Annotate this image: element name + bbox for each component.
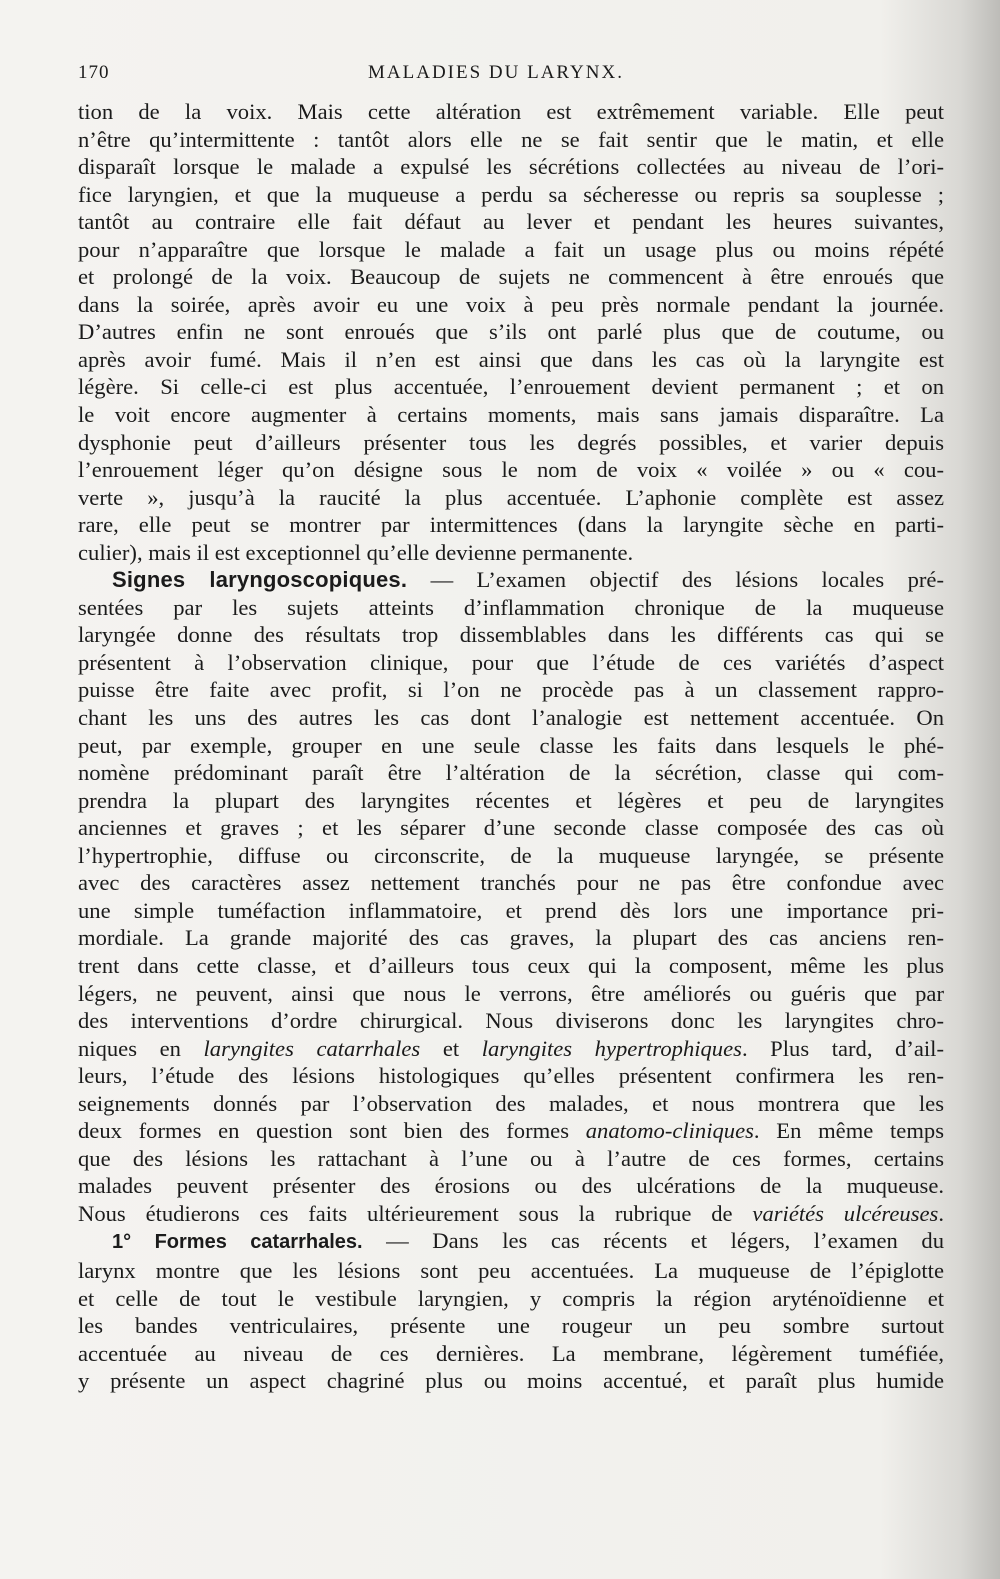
text-line: une simple tuméfaction inflammatoire, et prend dès lors une importance pri- xyxy=(78,897,944,923)
text-line xyxy=(78,1200,944,1228)
section-title: Signes laryngoscopiques. xyxy=(112,567,408,593)
text-line: leurs, l’étude des lésions histologiques qu’elles présentent confirmera les ren- xyxy=(78,1063,944,1089)
text-line: anciennes et graves ; et les séparer d’une seconde classe composée des cas où xyxy=(78,815,944,841)
text-line: rare, elle peut se montrer par intermittences (dans la laryngite sèche en parti- xyxy=(78,512,944,538)
text-fragment: Nous étudierons ces faits ultérieurement sous la rubrique de xyxy=(78,1200,753,1226)
paragraph-voice-alteration xyxy=(78,98,944,566)
text-fragment: . xyxy=(938,1200,944,1226)
text-line: légers, ne peuvent, ainsi que nous le verrons, être améliorés ou guéris que par xyxy=(78,980,944,1006)
text-line xyxy=(78,566,944,594)
page-header xyxy=(78,62,944,92)
page-number: 170 xyxy=(78,62,110,83)
text-fragment: deux formes en question sont bien des formes xyxy=(78,1118,586,1144)
text-line: les bandes ventriculaires, présente une rougeur un peu sombre surtout xyxy=(78,1313,944,1339)
text-line: malades peuvent présenter des érosions ou des ulcérations de la muqueuse. xyxy=(78,1173,944,1199)
text-fragment: — Dans les cas récents et légers, l’examen du xyxy=(362,1228,944,1254)
text-line: tantôt au contraire elle fait défaut au lever et pendant les heures suivantes, xyxy=(78,209,944,235)
italic-term: laryngites catarrhales xyxy=(203,1035,421,1061)
text-line: dans la soirée, après avoir eu une voix à peu près normale pendant la journée. xyxy=(78,291,944,317)
text-fragment: . Plus tard, d’ail- xyxy=(741,1035,944,1061)
text-line: larynx montre que les lésions sont peu accentuées. La muqueuse de l’épiglotte xyxy=(78,1257,944,1283)
text-line: laryngée donne des résultats trop dissemblables dans les différents cas qui se xyxy=(78,622,944,648)
text-line: D’autres enfin ne sont enroués que s’ils ont parlé plus que de coutume, ou xyxy=(78,319,944,345)
text-fragment: . En même temps xyxy=(753,1118,945,1144)
text-line: le voit encore augmenter à certains moments, mais sans jamais disparaître. La xyxy=(78,402,944,428)
italic-term: variétés ulcéreuses xyxy=(752,1200,939,1226)
text-line: mordiale. La grande majorité des cas graves, la plupart des cas anciens ren- xyxy=(78,925,944,951)
text-line: et prolongé de la voix. Beaucoup de sujets ne commencent à être enroués que xyxy=(78,264,944,290)
text-line: peut, par exemple, grouper en une seule classe les faits dans lesquels le phé- xyxy=(78,732,944,758)
text-line: prendra la plupart des laryngites récentes et légères et peu de laryngites xyxy=(78,787,944,813)
running-title: MALADIES DU LARYNX. xyxy=(368,62,624,83)
text-line: chant les uns des autres les cas dont l’analogie est nettement accentuée. On xyxy=(78,705,944,731)
text-line: disparaît lorsque le malade a expulsé les sécrétions collectées au niveau de l’ori- xyxy=(78,154,944,180)
text-line: dysphonie peut d’ailleurs présenter tous les degrés possibles, et varier depuis xyxy=(78,429,944,455)
text-fragment: et xyxy=(420,1035,482,1061)
text-line: que des lésions les rattachant à l’une ou à l’autre de ces formes, certains xyxy=(78,1145,944,1171)
text-line: fice laryngien, et que la muqueuse a perdu sa sécheresse ou repris sa souplesse ; xyxy=(78,181,944,207)
text-line: légère. Si celle-ci est plus accentuée, l’enrouement devient permanent ; et on xyxy=(78,374,944,400)
text-fragment: niques en xyxy=(78,1035,204,1061)
text-line: accentuée au niveau de ces dernières. La membrane, légèrement tuméfiée, xyxy=(78,1340,944,1366)
paragraph-catarrhal-forms xyxy=(78,1227,944,1394)
text-line xyxy=(78,1227,944,1257)
text-line xyxy=(78,1035,944,1063)
body-text xyxy=(78,98,944,1395)
italic-term: laryngites hypertrophiques xyxy=(481,1035,742,1061)
text-line: culier), mais il est exceptionnel qu’elle devienne permanente. xyxy=(78,539,634,565)
text-line: des interventions d’ordre chirurgical. Nous diviserons donc les laryngites chro- xyxy=(78,1008,944,1034)
italic-term: anatomo-cliniques xyxy=(585,1118,754,1144)
subsection-title: 1° Formes catarrhales. xyxy=(112,1231,363,1254)
text-fragment: — L’examen objectif des lésions locales pré- xyxy=(407,567,944,593)
text-line: n’être qu’intermittente : tantôt alors elle ne se fait sentir que le matin, et elle xyxy=(78,126,944,152)
text-line: après avoir fumé. Mais il n’en est ainsi que dans les cas où la laryngite est xyxy=(78,346,944,372)
text-line: pour n’apparaître que lorsque le malade a fait un usage plus ou moins répété xyxy=(78,236,944,262)
text-line xyxy=(78,1117,944,1145)
text-line: tion de la voix. Mais cette altération est extrêmement variable. Elle peut xyxy=(78,99,944,124)
text-line: présentent à l’observation clinique, pour que l’étude de ces variétés d’aspect xyxy=(78,649,944,675)
paragraph-laryngoscopic-signs xyxy=(78,566,944,1227)
text-line: trent dans cette classe, et d’ailleurs tous ceux qui la composent, même les plus xyxy=(78,952,944,978)
text-line: y présente un aspect chagriné plus ou moins accentué, et paraît plus humide xyxy=(78,1368,944,1394)
text-line: avec des caractères assez nettement tranchés pour ne pas être confondue avec xyxy=(78,870,944,896)
text-line: nomène prédominant paraît être l’altération de la sécrétion, classe qui com- xyxy=(78,760,944,786)
text-line: l’hypertrophie, diffuse ou circonscrite, de la muqueuse laryngée, se présente xyxy=(78,842,944,868)
text-line: et celle de tout le vestibule laryngien, y compris la région aryténoïdienne et xyxy=(78,1285,944,1311)
text-line: sentées par les sujets atteints d’inflammation chronique de la muqueuse xyxy=(78,594,944,620)
text-line: puisse être faite avec profit, si l’on ne procède pas à un classement rappro- xyxy=(78,677,944,703)
text-line: verte », jusqu’à la raucité la plus accentuée. L’aphonie complète est assez xyxy=(78,484,944,510)
text-line: l’enrouement léger qu’on désigne sous le nom de voix « voilée » ou « cou- xyxy=(78,457,944,483)
text-line: seignements donnés par l’observation des malades, et nous montrera que les xyxy=(78,1090,944,1116)
